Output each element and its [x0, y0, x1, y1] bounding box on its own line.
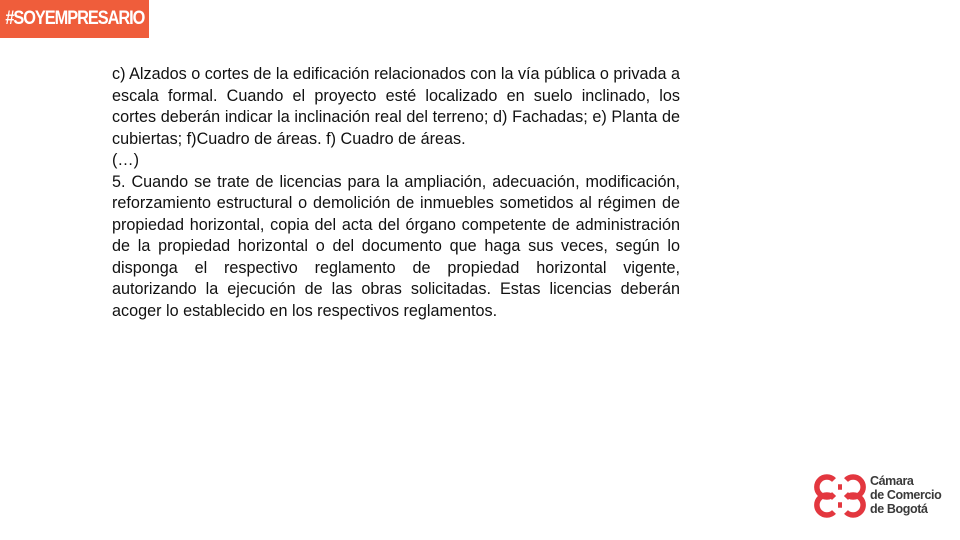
hashtag-badge — [0, 0, 149, 38]
paragraph-licencias: 5. Cuando se trate de licencias para la ampliación, adecuación, modificación, reforzamiento estructural o demolición de inmuebles sometidos al régimen de propiedad horizontal, copia del acta del órgano competente de administración de la propiedad horizontal o del documento que haga sus veces, según lo disponga el respectivo reglamento de propiedad horizontal vigente, autorizando la ejecución de las obras solicitadas. Estas licencias deberán acoger lo establecido en los respectivos reglamentos. — [112, 172, 680, 320]
logo-line-camara: Cámara — [870, 474, 914, 488]
logo-wordmark — [870, 474, 941, 516]
ccb-logo-icon — [812, 472, 868, 518]
hashtag-text: #SOYEMPRESARIO — [5, 8, 145, 29]
logo-line-de-bogota: de Bogotá — [870, 502, 928, 516]
camara-comercio-logo — [812, 472, 952, 520]
document-body — [112, 64, 680, 322]
ellipsis-text: (…) — [112, 151, 139, 169]
paragraph-alzados: c) Alzados o cortes de la edificación relacionados con la vía pública o privada a escala formal. Cuando el proyecto esté localizado en suelo inclinado, los cortes deberán indicar la inclinación real del terreno; d) Fachadas; e) Planta de cubiertas; f)Cuadro de áreas. f) Cuadro de áreas. — [112, 65, 680, 148]
logo-line-de-comercio: de Comercio — [870, 488, 942, 502]
